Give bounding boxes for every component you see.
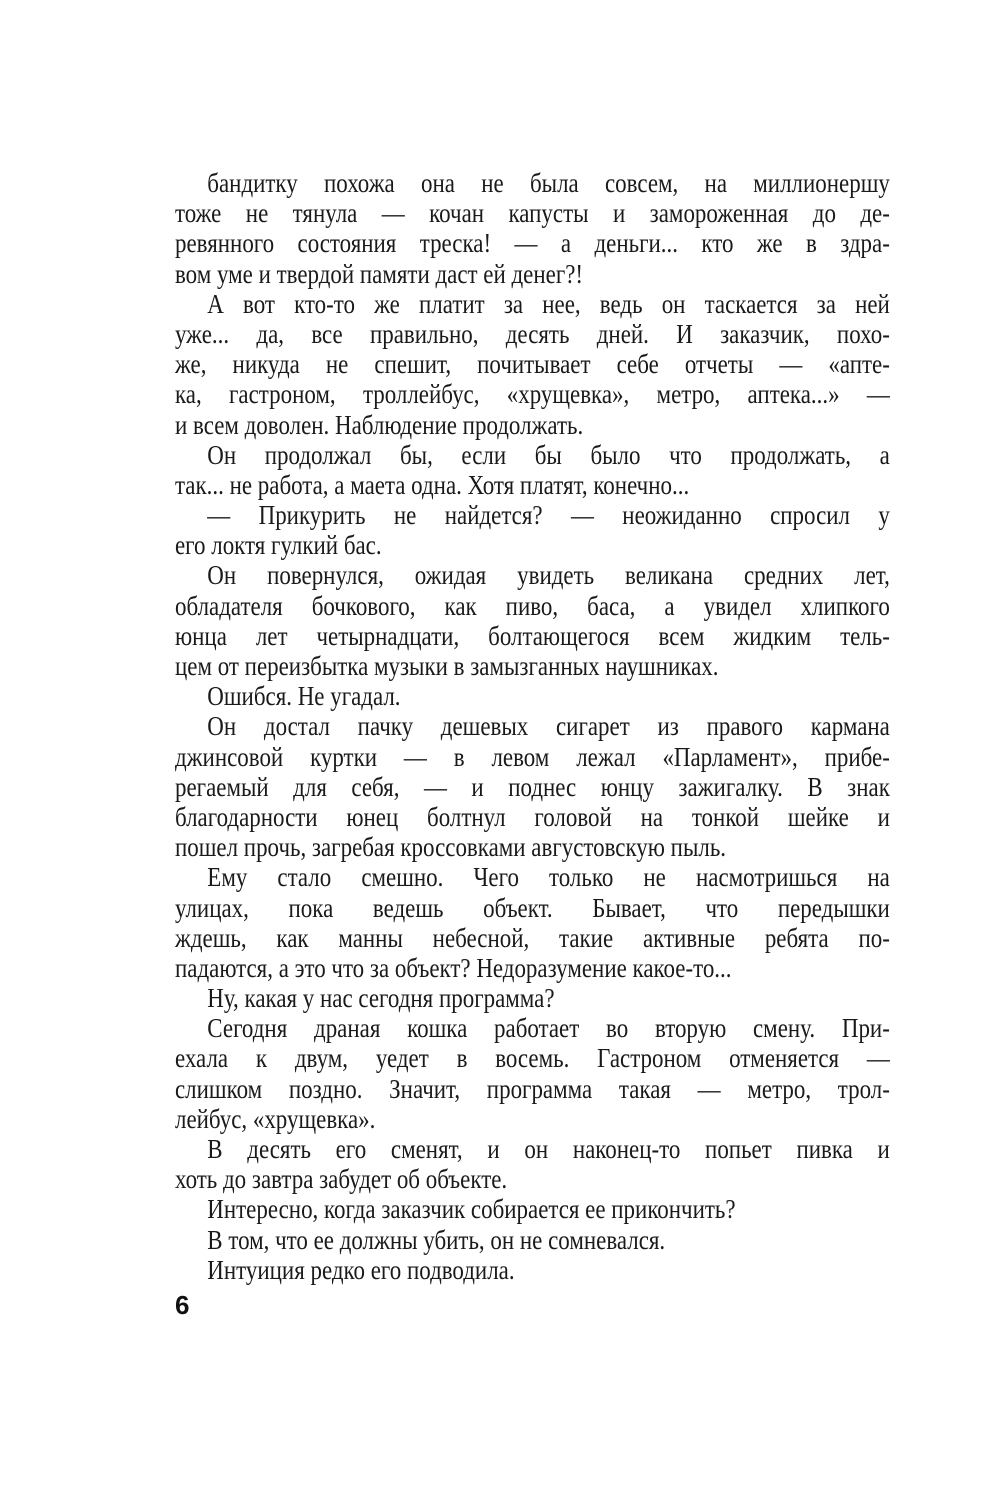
paragraph [175, 1255, 890, 1285]
text-line: — Прикурить не найдется? — неожиданно спросил у [207, 500, 890, 531]
paragraph [175, 1225, 890, 1255]
text-line: вом уме и твердой памяти даст ей денег?! [175, 258, 584, 289]
body-text [175, 168, 890, 1285]
text-line: уже... да, все правильно, десять дней. И заказчик, похо- [175, 318, 890, 349]
text-line: цем от переизбытка музыки в замызганных наушниках. [175, 651, 719, 681]
text-line: Сегодня драная кошка работает во вторую смену. При- [207, 1013, 890, 1044]
paragraph [175, 168, 890, 289]
text-line: Ошибся. Не угадал. [207, 681, 401, 712]
text-line: слишком поздно. Значит, программа такая — метро, трол- [175, 1073, 890, 1104]
text-line: ревянного состояния треска! — а деньги... кто же в здра- [175, 228, 890, 259]
text-line: Интересно, когда заказчик собирается ее прикончить? [207, 1194, 736, 1225]
text-line: юнца лет четырнадцати, болтающегося всем жидким тель- [175, 620, 890, 651]
text-line: ехала к двум, уедет в восемь. Гастроном отменяется — [175, 1043, 890, 1074]
text-line: Ему стало смешно. Чего только не насмотришься на [207, 862, 890, 893]
text-line: его локтя гулкий бас. [175, 530, 382, 561]
text-line: регаемый для себя, — и поднес юнцу зажигалку. В знак [175, 771, 890, 802]
text-line: А вот кто-то же платит за нее, ведь он таскается за ней [207, 288, 890, 319]
paragraph [175, 711, 890, 862]
paragraph [175, 560, 890, 681]
paragraph [175, 1194, 890, 1224]
paragraph [175, 983, 890, 1013]
text-line: улицах, пока ведешь объект. Бывает, что передышки [175, 892, 890, 923]
text-line: хоть до завтра забудет об объекте. [175, 1164, 508, 1195]
paragraph [175, 440, 890, 500]
paragraph [175, 1134, 890, 1194]
text-line: Он продолжал бы, если бы было что продолжать, а [207, 439, 890, 470]
text-line: Интуиция редко его подводила. [207, 1254, 515, 1285]
text-line: джинсовой куртки — в левом лежал «Парламент», прибе- [175, 741, 890, 772]
text-line: падаются, а это что за объект? Недоразумение какое-то... [175, 952, 732, 983]
text-line: благодарности юнец болтнул головой на тонкой шейке и [175, 801, 890, 832]
paragraph [175, 1013, 890, 1134]
text-line: лейбус, «хрущевка». [175, 1103, 376, 1134]
text-line: В десять его сменят, и он наконец-то попьет пивка и [207, 1134, 890, 1164]
paragraph [175, 500, 890, 560]
page-number: 6 [175, 1290, 190, 1320]
text-line: В том, что ее должны убить, он не сомневался. [207, 1224, 666, 1255]
text-line: ка, гастроном, троллейбус, «хрущевка», метро, аптека...» — [175, 379, 890, 410]
text-line: ждешь, как манны небесной, такие активные ребята по- [175, 922, 890, 953]
paragraph [175, 681, 890, 711]
text-line: Он повернулся, ожидая увидеть великана средних лет, [207, 560, 890, 591]
text-line: тоже не тянула — кочан капусты и замороженная до де- [175, 198, 890, 229]
text-line: же, никуда не спешит, почитывает себе отчеты — «апте- [175, 349, 890, 380]
paragraph [175, 289, 890, 440]
text-line: обладателя бочкового, как пиво, баса, а увидел хлипкого [175, 590, 890, 621]
text-line: Ну, какая у нас сегодня программа? [207, 983, 555, 1014]
text-line: так... не работа, а маета одна. Хотя платят, конечно... [175, 469, 690, 500]
text-line: Он достал пачку дешевых сигарет из правого кармана [207, 711, 890, 742]
text-line: и всем доволен. Наблюдение продолжать. [175, 409, 584, 440]
text-line: бандитку похожа она не была совсем, на миллионершу [207, 168, 890, 198]
text-line: пошел прочь, загребая кроссовками августовскую пыль. [175, 832, 727, 863]
paragraph [175, 862, 890, 983]
